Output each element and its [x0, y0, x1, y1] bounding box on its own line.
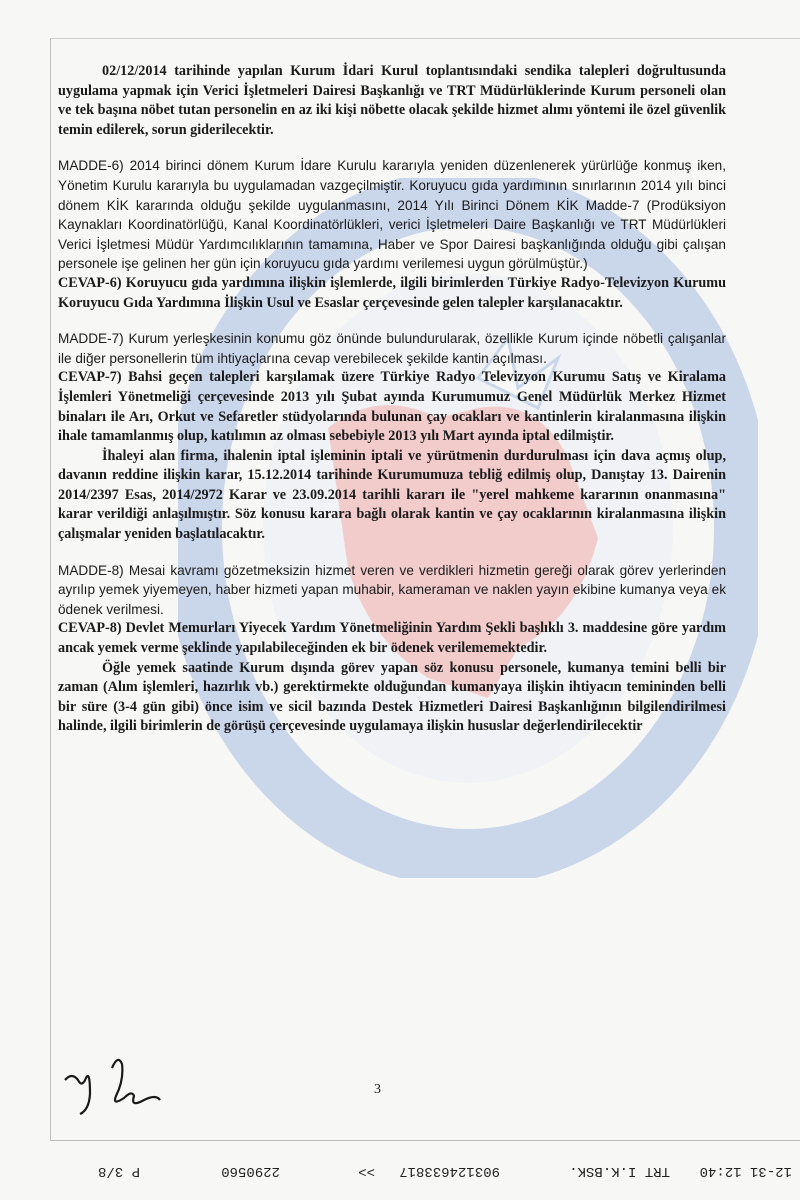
fax-header-upside-down [50, 1155, 800, 1185]
madde-6-paragraph: MADDE-6) 2014 birinci dönem Kurum İdare Kurulu kararıyla yeniden düzenlenerek yürürlüğe konmuş iken, Yönetim Kurulu kararıyla bu uygulamadan vazgeçilmiştir. Koruyucu gıda yardımının sınırlarının 2014 yılı binci dönem KİK kararında olduğu şekilde uygulanmasını, 2014 Yılı Birinci Dönem KİK Madde-7 (Prodüksiyon Kaynakları Koordinatörlüğü, Kanal Koordinatörlükleri, verici İşletmeleri Daire Başkanlığı ve TRT Müdürlükleri Verici İşletmesi Müdür Yardımcılıklarının tamamına, Haber ve Spor Dairesi başkanlığında olduğu gibi çalışan personele işe gelinen her gün için koruyucu gıda yardımı verilemesi uygun görülmüştür.) [58, 158, 726, 272]
madde-8-paragraph: MADDE-8) Mesai kavramı gözetmeksizin hizmet veren ve verdikleri hizmetin gereği olarak görev yerlerinden ayrılıp yemek yiyemeyen, haber hizmeti yapan muhabir, kameraman ve naklen yayın ekibine kumanya veya ek ödenek verilmesi. [58, 562, 726, 617]
spacer [58, 140, 726, 156]
cevap-6-paragraph: CEVAP-6) Koruyucu gıda yardımına ilişkin işlemlerde, ilgili birimlerden Türkiye Radyo-Televizyon Kurumu Koruyucu Gıda Yardımına İlişkin Usul ve Esaslar çerçevesinde gelen talepler karşılanacaktır. [58, 274, 726, 311]
cevap-7-paragraph: CEVAP-7) Bahsi geçen talepleri karşılamak üzere Türkiye Radyo Televizyon Kurumu Satış ve Kiralama İşlemleri Yönetmeliği çerçevesinde 2013 yılı Şubat ayında Kurumumuz Genel Müdürlük Merkez Hizmet binaları ile Arı, Orkut ve Sefaretler stüdyolarında bulunan çay ocakları ve kantinlerin kiralanmasına ilişkin ihale tamamlanmış olup, katılımın az olması sebebiyle 2013 yılı Mart ayında iptal edilmiştir. [58, 369, 726, 445]
page-border-bottom [50, 1140, 800, 1141]
spacer [58, 313, 726, 329]
fax-page: P 3/8 [97, 1163, 140, 1179]
fax-receiver: 2290560 [221, 1163, 280, 1179]
page-border-left [50, 38, 51, 1140]
cevap-7-continuation: İhaleyi alan firma, ihalenin iptal işleminin iptali ve yürütmenin durdurulması için dava açmış olup, davanın reddine ilişkin karar, 15.12.2014 tarihinde Kurumumuza tebliğ edilmiş olup, Danıştay 13. Dairenin 2014/2397 Esas, 2014/2972 Karar ve 23.09.2014 tarihli kararı ile "yerel mahkeme kararının onanmasına" karar verildiği anlaşılmıştır. Söz konusu karara bağlı olarak kantin ve çay ocaklarının kiralanmasına ilişkin çalışmalar yeniden başlatılacaktır. [58, 447, 726, 543]
fax-sender: TRT I.K.BSK. [569, 1163, 670, 1179]
page-border-top [50, 38, 800, 39]
cevap-8-continuation: Öğle yemek saatinde Kurum dışında görev yapan söz konusu personele, kumanya temini belli bir zaman (Alım işlemleri, hazırlık vb.) gerektirmekte olduğundan kumanyaya ilişkin ihtiyacın temininden belli bir süre (3-4 gün gibi) önce isim ve sicil bazında Destek Hizmetleri Dairesi Başkanlığının bilgilendirilmesi halinde, ilgili birimlerin de görüşü çerçevesinde uygulamaya ilişkin hususlar değerlendirilecektir [58, 659, 726, 735]
spacer [58, 545, 726, 561]
fax-datetime: 12-31 12:40 [699, 1163, 792, 1179]
document-body [58, 62, 726, 737]
fax-phone: 903124633817 [399, 1163, 500, 1179]
page-number: 3 [374, 1082, 381, 1097]
fax-arrows: >> [358, 1163, 375, 1179]
madde-7-paragraph: MADDE-7) Kurum yerleşkesinin konumu göz önünde bulundurularak, özellikle Kurum içinde nöbetli çalışanlar ile diğer personellerin tüm ihtiyaçlarına cevap verebilecek şekilde kantin açılması. [58, 331, 726, 366]
handwritten-signature [60, 1050, 180, 1120]
cevap-8-paragraph: CEVAP-8) Devlet Memurları Yiyecek Yardım Yönetmeliğinin Yardım Şekli başlıklı 3. maddesine göre yardım ancak yemek verme şeklinde yapılabileceğinden ek bir ödenek verilememektedir. [58, 620, 726, 657]
intro-paragraph: 02/12/2014 tarihinde yapılan Kurum İdari Kurul toplantısındaki sendika talepleri doğrultusunda uygulama yapmak için Verici İşletmeleri Dairesi Başkanlığı ve TRT Müdürlüklerinde Kurum personeli olan ve tek başına nöbet tutan personelin en az iki kişi nöbette olacak şekilde hizmet alımı yöntemi ile özel güvenlik temin edilerek, sorun giderilecektir. [58, 63, 726, 138]
